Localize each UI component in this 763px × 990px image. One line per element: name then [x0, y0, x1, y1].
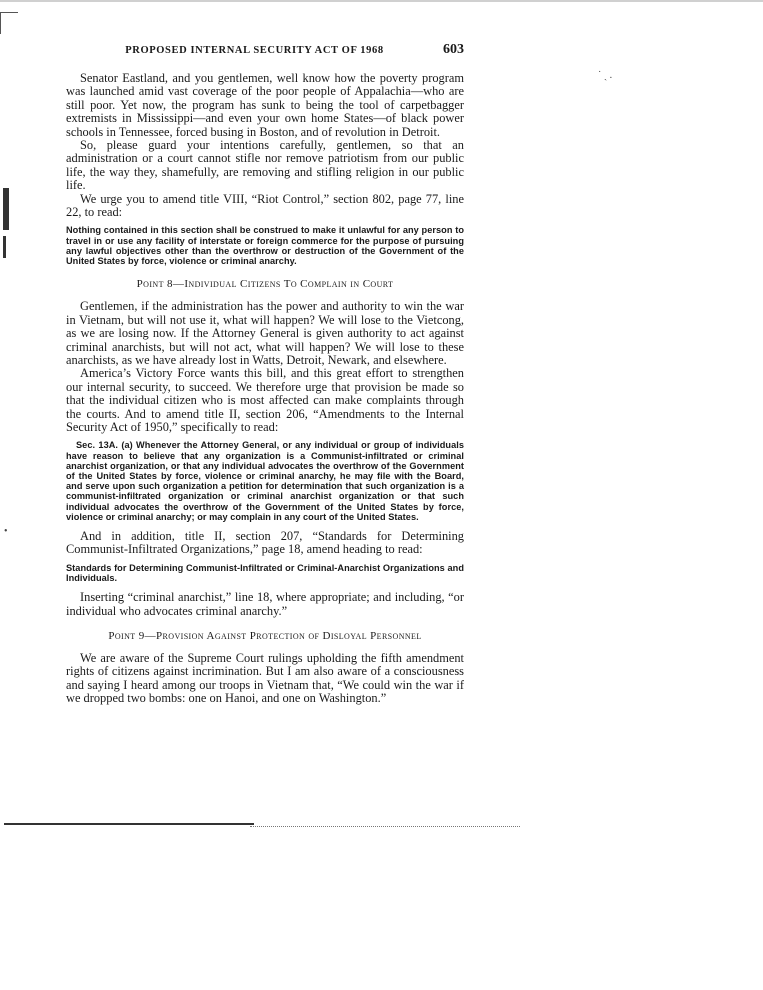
- section-heading-point-8: Point 8—Individual Citizens To Complain in Court: [136, 278, 394, 291]
- scan-bottom-rule: [4, 823, 254, 825]
- paragraph: And in addition, title II, section 207, “Standards for Determining Communist-Infiltrated Organizations,” page 18, amend heading to read:: [66, 528, 464, 557]
- scan-corner-mark-horizontal: [0, 12, 18, 13]
- page-number: 603: [443, 42, 464, 57]
- scan-margin-mark: [3, 236, 6, 258]
- scan-speck: ˙ ˎ .: [598, 70, 613, 81]
- paragraph: America’s Victory Force wants this bill, and this great effort to strengthen our internal security, to succeed. We therefore urge that provision be made so that the individual citizen who is most affected can make complaints through the courts. And to amend title II, section 206, “Amendments to the Internal Security Act of 1950,” specifically to read:: [66, 366, 464, 434]
- document-page: [66, 42, 464, 706]
- paragraph: Gentlemen, if the administration has the power and authority to win the war in Vietnam, but will not use it, what will happen? We will lose to the Vietcong, as we are losing now. If the Attorney General is given authority to act against criminal anarchists, but will not act, what will happen? We will lose to these anarchists, as we have already lost in Watts, Detroit, Newark, and elsewhere.: [66, 299, 464, 367]
- page-header: [66, 42, 464, 66]
- scan-bottom-rule-dotted: [250, 826, 520, 828]
- quoted-amendment-text: Sec. 13A. (a) Whenever the Attorney General, or any individual or group of individuals have reason to believe that any organization is a Communist-infiltrated or criminal anarchist organization, or that any individual advocates the overthrow of the Government of the United States by force, violence or criminal anarchy, he may file with the Board, and serve upon such organization a petition for determination that such organization is a communist-infiltrated organization or criminal anarchist organization or that such individual advocates the overthrow of the Government of the United States by force, violence or criminal anarchy; or may complain in any court of the United States.: [66, 440, 464, 522]
- scan-edge-top: [0, 0, 763, 2]
- quoted-amendment-heading: Standards for Determining Communist-Infiltrated or Criminal-Anarchist Organizations and Individuals.: [66, 562, 464, 583]
- section-heading-point-9: Point 9—Provision Against Protection of Disloyal Personnel: [108, 630, 422, 642]
- scan-margin-mark: [3, 188, 9, 230]
- quoted-amendment-text: Nothing contained in this section shall be construed to make it unlawful for any person to travel in or use any facility of interstate or foreign commerce for the purpose of pursuing any lawful objectives other than the overthrow or destruction of the Government of the United States by force, violence or criminal anarchy.: [66, 225, 464, 267]
- paragraph: We urge you to amend title VIII, “Riot Control,” section 802, page 77, line 22, to read:: [66, 191, 464, 220]
- scan-corner-mark: [0, 12, 1, 34]
- paragraph: We are aware of the Supreme Court rulings upholding the fifth amendment rights of citizens against incrimination. But I am also aware of a consciousness and saying I heard among our troops in Vietnam that, “We could win the war if we dropped two bombs: one on Hanoi, and one on Washington.”: [66, 651, 464, 706]
- paragraph: Senator Eastland, and you gentlemen, well know how the poverty program was launched amid vast coverage of the poor people of Appalachia—who are still poor. Yet now, the program has sunk to being the tool of carpetbagger extremists in Mississippi—and even your own home States—of black power schools in Tennessee, forced busing in Boston, and of revolution in Detroit.: [66, 71, 464, 139]
- paragraph: Inserting “criminal anarchist,” line 18, where appropriate; and including, “or individual who advocates criminal anarchy.”: [66, 590, 464, 618]
- scan-speck: •: [4, 526, 8, 537]
- paragraph: So, please guard your intentions carefully, gentlemen, so that an administration or a court cannot stifle nor remove patriotism from our public life, the way they, shamefully, are removing and stifling religion in our public life.: [66, 138, 464, 193]
- running-head: PROPOSED INTERNAL SECURITY ACT OF 1968: [125, 45, 384, 56]
